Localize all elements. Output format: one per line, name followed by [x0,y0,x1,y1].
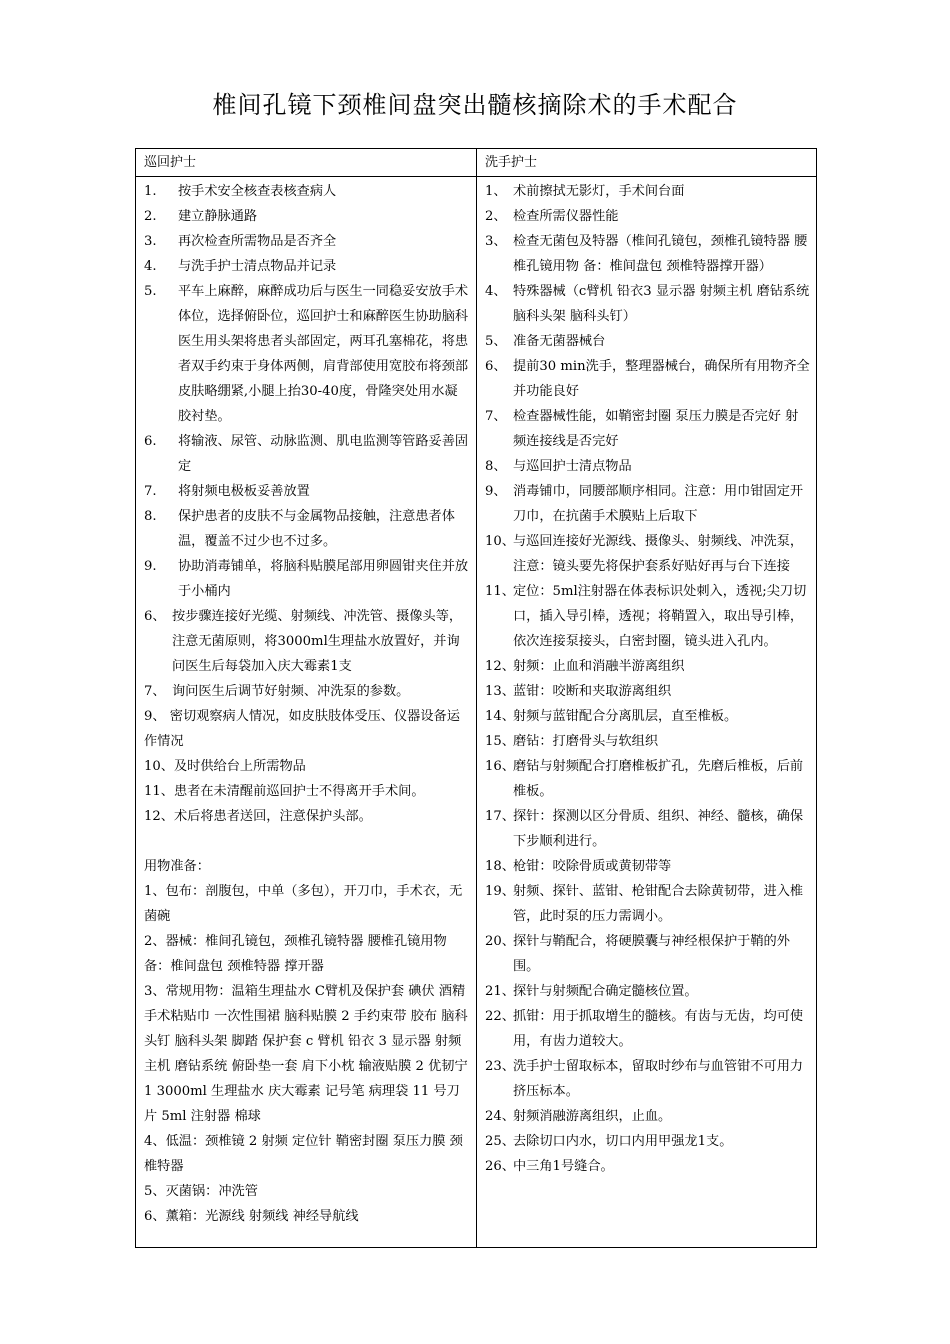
list-item [485,1154,811,1179]
list-item [144,179,470,204]
item-number: 11、 [485,584,515,599]
list-item [485,529,811,579]
document-title: 椎间孔镜下颈椎间盘突出髓核摘除术的手术配合 [212,91,738,119]
item-text: 术前擦拭无影灯，手术间台面 [513,184,685,199]
item-number: 6. [144,434,157,449]
list-item [485,729,811,754]
item-text: 磨钻与射频配合打磨椎板扩孔，先磨后椎板，后前椎板。 [513,759,804,799]
list-item [485,1104,811,1129]
item-text: 与巡回连接好光源线、摄像头、射频线、冲洗泵，注意：镜头要先将保护套系好贴好再与台下连接 [513,534,804,574]
item-text: 洗手护士留取标本，留取时纱布与血管钳不可用力挤压标本。 [513,1059,804,1099]
item-text: 平车上麻醉，麻醉成功后与医生一同稳妥安放手术体位，选择俯卧位，巡回护士和麻醉医生协助脑科医生用头架将患者头部固定，两耳孔塞棉花，将患者双手约束于身体两侧，肩背部使用宽胶布将颈部皮肤略绷紧,小腿上抬30-40度，骨隆突处用水凝胶衬垫。 [178,284,469,424]
scrub-nurse-header: 洗手护士 [485,155,538,170]
item-number: 17、 [485,809,515,824]
item-text: 消毒铺巾，同腰部顺序相同。注意：用巾钳固定开刀巾，在抗菌手术膜贴上后取下 [513,484,804,524]
item-text: 建立静脉通路 [178,209,258,224]
item-text: 探针：探测以区分骨质、组织、神经、髓核，确保下步顺利进行。 [513,809,804,849]
item-text: 与巡回护士清点物品 [513,459,632,474]
supplies-line: 1、包布：剖腹包，中单（多包），开刀巾，手术衣，无菌碗 [144,884,463,924]
list-item [485,329,811,354]
item-number: 14、 [485,709,515,724]
item-text: 磨钻：打磨骨头与软组织 [513,734,659,749]
supplies-line: 3、常规用物：温箱生理盐水 C臂机及保护套 碘伏 酒精 手术粘贴巾 一次性围裙 脑科贴膜 2 手约束带 胶布 脑科头钉 脑科头架 脚踏 保护套 c 臂机 铅衣 3 显示器 射频主机 磨钻系统 俯卧垫一套 肩下小枕 输液贴膜 2 优韧宁 1 3000ml 生理盐水 庆大霉素 记号笔 病理袋 11 号刀片 5ml 注射器 棉球 [144,984,468,1124]
list-item [485,404,811,454]
item-text: 按手术安全核查表核查病人 [178,184,337,199]
item-text: 射频消融游离组织，止血。 [513,1109,672,1124]
item-number: 6、 [485,359,507,374]
list-item [485,929,811,979]
list-item [485,354,811,404]
list-item: 9、 密切观察病人情况，如皮肤肢体受压、仪器设备运作情况 [144,709,460,749]
item-number: 7、 [144,684,166,699]
item-number: 26、 [485,1159,515,1174]
list-item [485,754,811,804]
procedure-table [135,148,817,1248]
list-item [144,504,470,554]
item-text: 射频：止血和消融半游离组织 [513,659,685,674]
item-number: 5. [144,284,157,299]
list-item [485,654,811,679]
item-number: 25、 [485,1134,515,1149]
item-text: 蓝钳：咬断和夹取游离组织 [513,684,672,699]
list-item [144,204,470,229]
item-text: 射频与蓝钳配合分离肌层，直至椎板。 [513,709,738,724]
header-divider [136,176,816,177]
item-number: 13、 [485,684,515,699]
list-item [485,454,811,479]
list-item [485,1004,811,1054]
item-text: 协助消毒铺单，将脑科贴膜尾部用卵圆钳夹住并放于小桶内 [178,559,469,599]
item-text: 保护患者的皮肤不与金属物品接触，注意患者体温，覆盖不过少也不过多。 [178,509,455,549]
item-text: 准备无菌器械台 [513,334,606,349]
item-text: 再次检查所需物品是否齐全 [178,234,337,249]
list-item [485,679,811,704]
list-item: 12、术后将患者送回，注意保护头部。 [144,809,372,824]
item-number: 8. [144,509,157,524]
item-number: 12、 [485,659,515,674]
spacer [144,829,470,854]
item-number: 4. [144,259,157,274]
item-text: 枪钳：咬除骨质或黄韧带等 [513,859,672,874]
item-number: 5、 [485,334,507,349]
list-item [485,804,811,854]
item-number: 6、 [144,609,166,624]
list-item [144,254,470,279]
list-item [144,429,470,479]
list-item [485,1054,811,1104]
item-number: 8、 [485,459,507,474]
item-number: 15、 [485,734,515,749]
item-number: 24、 [485,1109,515,1124]
item-number: 4、 [485,284,507,299]
circulating-nurse-header: 巡回护士 [144,155,197,170]
item-text: 将输液、尿管、动脉监测、肌电监测等管路妥善固定 [178,434,469,474]
supplies-line: 2、器械：椎间孔镜包，颈椎孔镜特器 腰椎孔镜用物 备：椎间盘包 颈椎特器 撑开器 [144,934,447,974]
list-item [144,604,470,679]
item-text: 射频、探针、蓝钳、枪钳配合去除黄韧带，进入椎管，此时泵的压力需调小。 [513,884,804,924]
scrub-nurse-column [485,179,811,1179]
supplies-line: 5、灭菌锅：冲洗管 [144,1184,258,1199]
supplies-line: 4、低温：颈椎镜 2 射频 定位针 鞘密封圈 泵压力膜 颈椎特器 [144,1134,463,1174]
item-number: 23、 [485,1059,515,1074]
item-number: 2. [144,209,157,224]
item-text: 定位：5ml注射器在体表标识处刺入，透视;尖刀切口，插入导引棒，透视；将鞘置入，取出导引棒，依次连接泵接头，白密封圈，镜头进入孔内。 [513,584,807,649]
supplies-heading: 用物准备： [144,859,210,874]
supplies-line: 6、薰箱：光源线 射频线 神经导航线 [144,1209,359,1224]
list-item [485,704,811,729]
list-item [144,279,470,429]
item-text: 将射频电极板妥善放置 [178,484,310,499]
column-divider [476,149,477,1247]
item-text: 特殊器械（c臂机 铅衣3 显示器 射频主机 磨钻系统 脑科头架 脑科头钉） [513,284,810,324]
item-text: 去除切口内水，切口内用甲强龙1支。 [513,1134,733,1149]
item-number: 10、 [485,534,515,549]
item-number: 3、 [485,234,507,249]
list-item [144,679,470,704]
item-text: 探针与射频配合确定髓核位置。 [513,984,698,999]
item-number: 18、 [485,859,515,874]
item-text: 提前30 min洗手，整理器械台，确保所有用物齐全并功能良好 [513,359,810,399]
list-item [485,179,811,204]
list-item: 11、患者在未清醒前巡回护士不得离开手术间。 [144,784,425,799]
item-number: 7. [144,484,157,499]
list-item [485,204,811,229]
item-number: 1、 [485,184,507,199]
item-number: 21、 [485,984,515,999]
list-item [485,279,811,329]
item-text: 检查器械性能，如鞘密封圈 泵压力膜是否完好 射频连接线是否完好 [513,409,799,449]
item-number: 19、 [485,884,515,899]
list-item [485,854,811,879]
item-number: 2、 [485,209,507,224]
list-item [144,229,470,254]
list-item [485,979,811,1004]
item-text: 检查所需仪器性能 [513,209,619,224]
list-item [485,1129,811,1154]
item-text: 探针与鞘配合，将硬膜囊与神经根保护于鞘的外围。 [513,934,790,974]
item-text: 中三角1号缝合。 [513,1159,614,1174]
item-text: 检查无菌包及特器（椎间孔镜包，颈椎孔镜特器 腰椎孔镜用物 备：椎间盘包 颈椎特器撑开器） [513,234,808,274]
item-number: 3. [144,234,157,249]
list-item [485,229,811,279]
list-item [485,479,811,529]
item-number: 9、 [485,484,507,499]
item-number: 7、 [485,409,507,424]
item-number: 9. [144,559,157,574]
item-number: 20、 [485,934,515,949]
item-text: 按步骤连接好光缆、射频线、冲洗管、摄像头等，注意无菌原则，将3000ml生理盐水放置好，并询问医生后每袋加入庆大霉素1支 [172,609,463,674]
item-number: 22、 [485,1009,515,1024]
item-number: 1. [144,184,157,199]
list-item: 10、及时供给台上所需物品 [144,759,306,774]
list-item [485,879,811,929]
list-item [144,479,470,504]
item-text: 与洗手护士清点物品并记录 [178,259,337,274]
item-text: 询问医生后调节好射频、冲洗泵的参数。 [172,684,410,699]
item-text: 抓钳：用于抓取增生的髓核。有齿与无齿，均可使用，有齿力道较大。 [513,1009,804,1049]
list-item [144,554,470,604]
item-number: 16、 [485,759,515,774]
list-item [485,579,811,654]
circulating-nurse-column [144,179,470,1229]
